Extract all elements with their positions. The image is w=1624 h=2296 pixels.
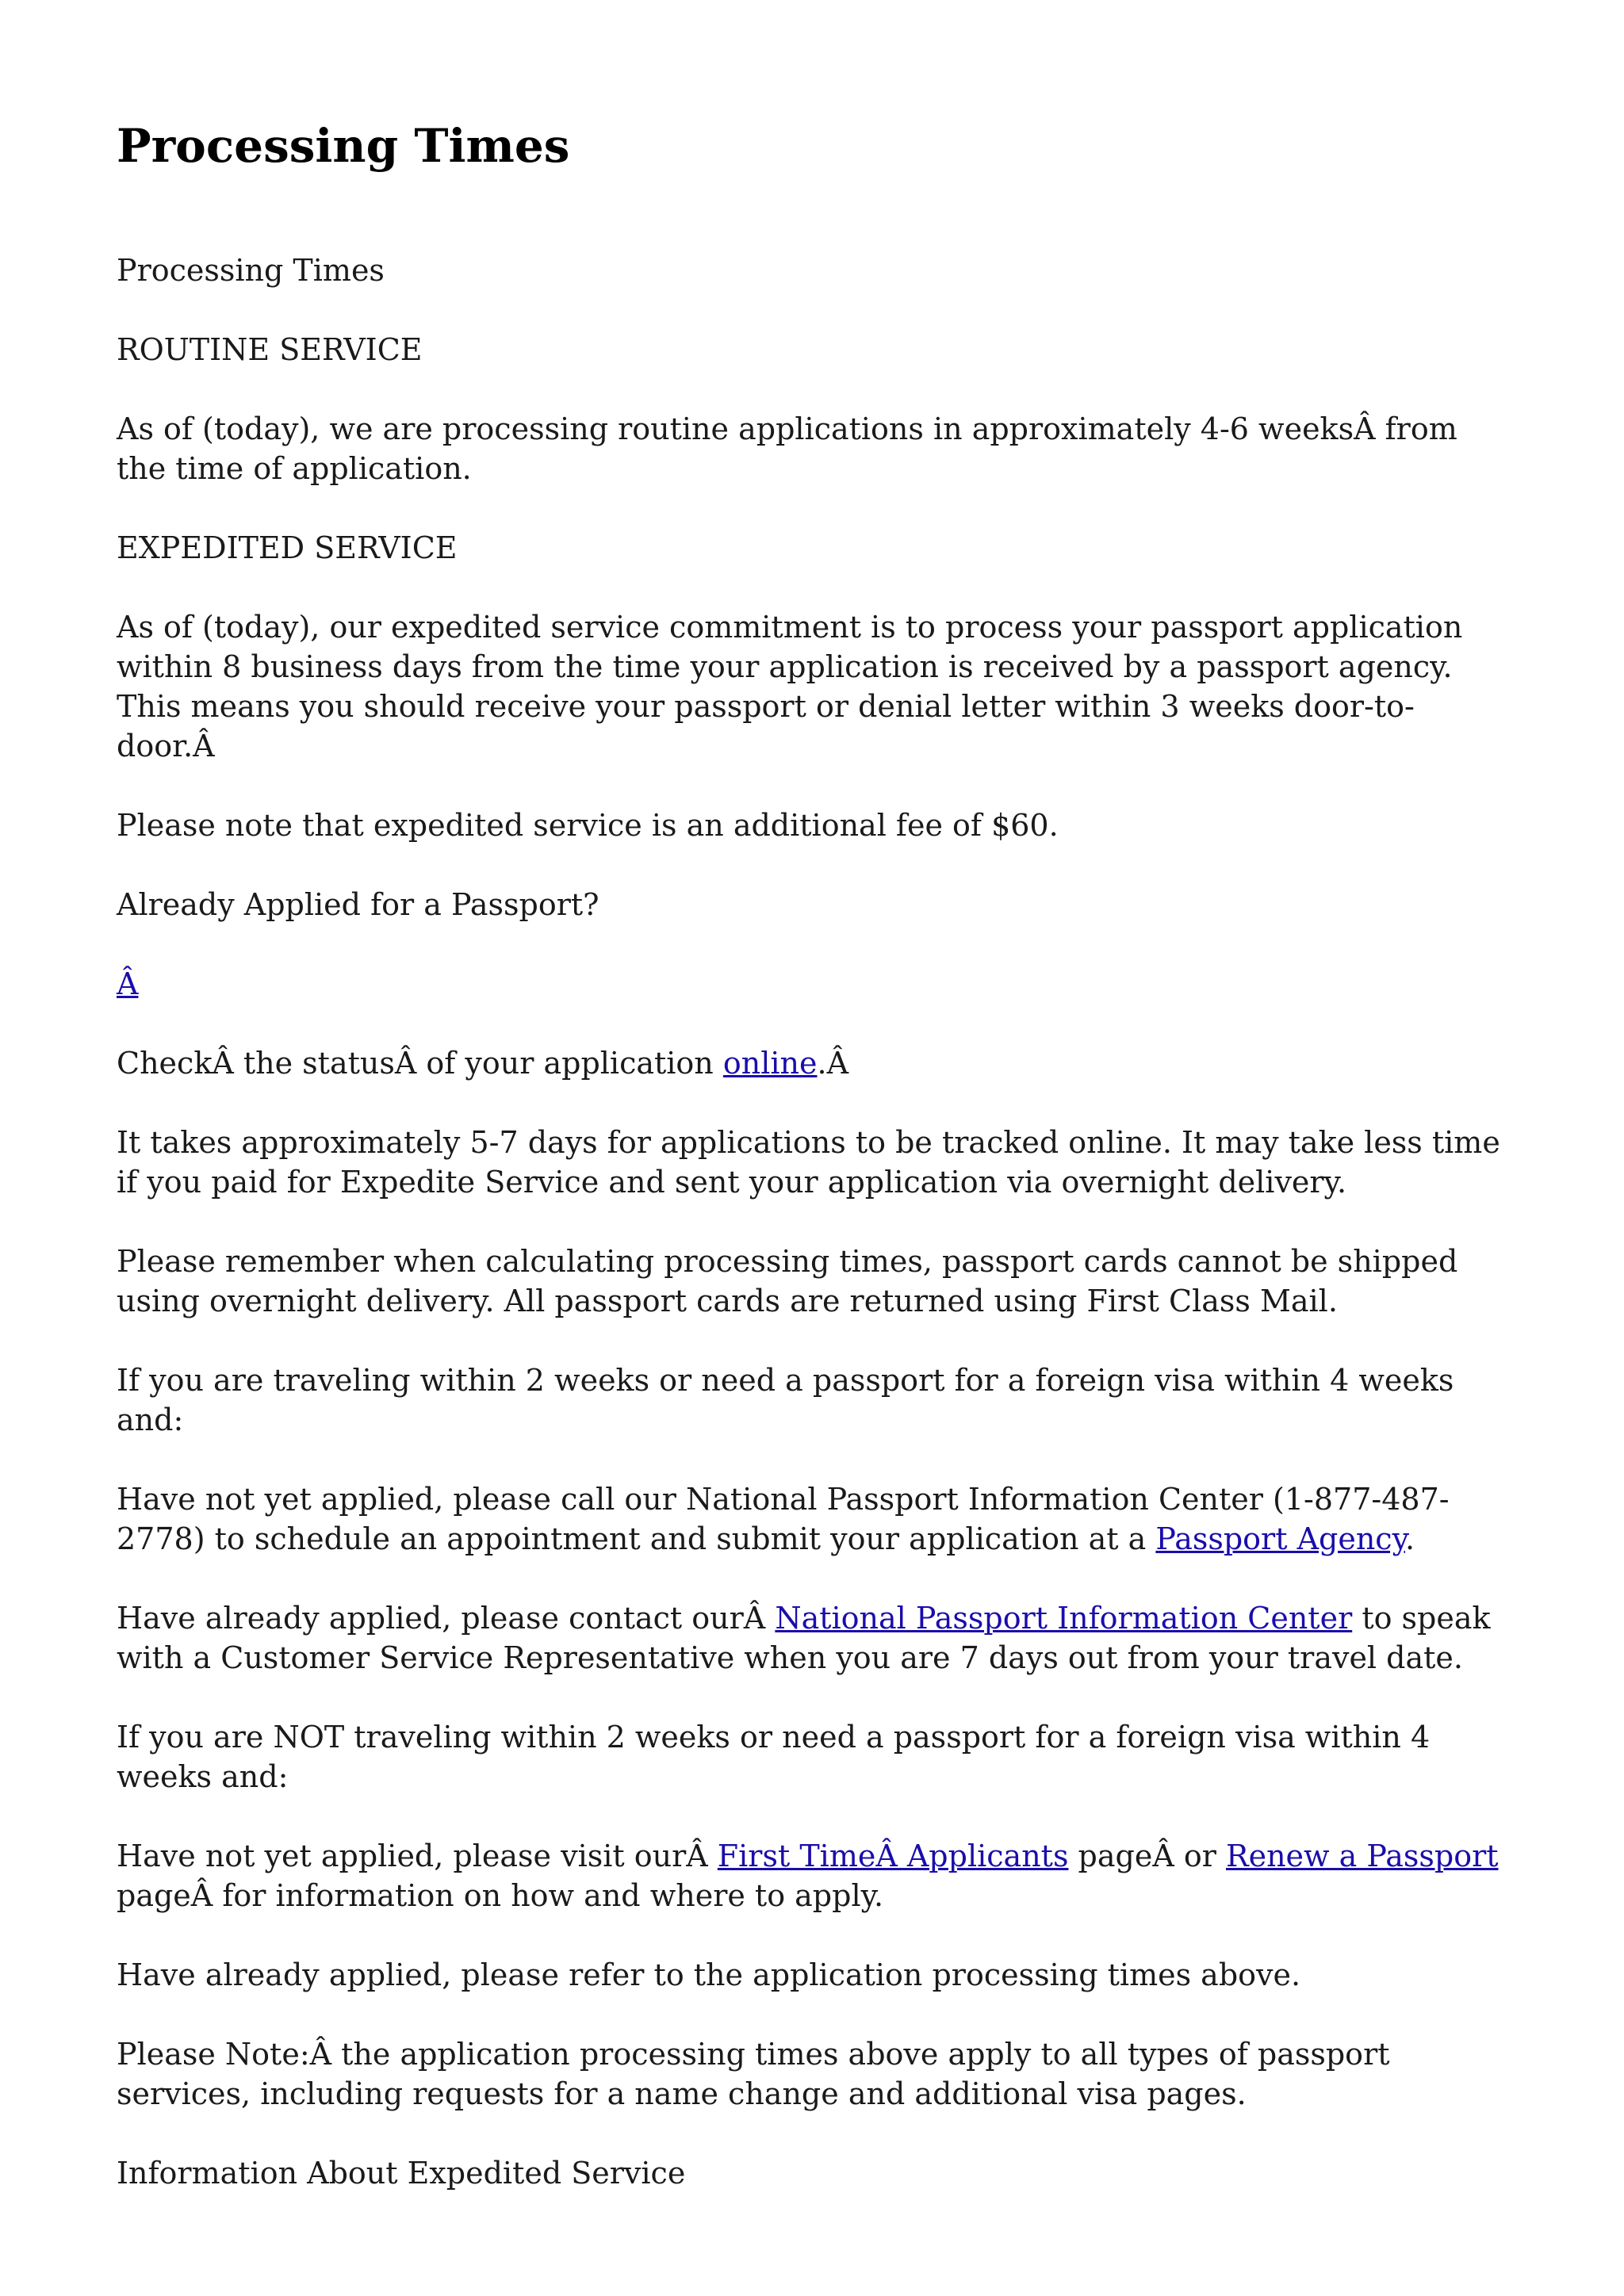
already-applied-later-text: Have already applied, please refer to the application processing times above.	[117, 1957, 1301, 1992]
page-title: Processing Times	[117, 119, 570, 173]
not-applied-later-before: Have not yet applied, please visit ourÂ	[117, 1838, 718, 1873]
not-applied-later-after: pageÂ for information on how and where to apply.	[117, 1877, 884, 1913]
empty-link[interactable]: Â	[117, 966, 139, 1001]
expedited-fee-text: Please note that expedited service is an additional fee of $60.	[117, 807, 1059, 843]
already-applied-heading: Already Applied for a Passport?	[117, 886, 599, 922]
empty-link-paragraph	[117, 964, 1512, 1004]
routine-service-text: As of (today), we are processing routine applications in approximately 4-6 weeksÂ from the time of application.	[117, 411, 1457, 486]
already-applied-soon-before: Have already applied, please contact ourÂ	[117, 1600, 776, 1636]
online-status-link[interactable]: online	[722, 1045, 818, 1081]
not-applied-later-middle: pageÂ or	[1068, 1838, 1226, 1873]
please-note-text: Please Note:Â the application processing times above apply to all types of passport services, including requests for a name change and additional visa pages.	[117, 2036, 1390, 2111]
not-applied-later-text	[117, 1836, 1512, 1915]
tracking-time-text: It takes approximately 5-7 days for applications to be tracked online. It may take less time if you paid for Expedite Service and sent your application via overnight delivery.	[117, 1124, 1500, 1200]
first-time-applicants-link[interactable]: First TimeÂ Applicants	[717, 1838, 1069, 1873]
npic-link[interactable]: National Passport Information Center	[775, 1600, 1353, 1636]
already-applied-soon-text	[117, 1598, 1512, 1678]
not-applied-soon-after: .	[1405, 1521, 1415, 1556]
not-applied-soon-before: Have not yet applied, please call our National Passport Information Center (1-877-487-2778) to schedule an appointment and submit your application at a	[117, 1481, 1450, 1556]
check-status-after: .Â	[817, 1045, 849, 1081]
not-traveling-soon-text: If you are NOT traveling within 2 weeks or need a passport for a foreign visa within 4 weeks and:	[117, 1719, 1431, 1794]
routine-service-heading: ROUTINE SERVICE	[117, 331, 423, 367]
renew-passport-link[interactable]: Renew a Passport	[1225, 1838, 1499, 1873]
already-applied-soon-after: to speak with a Customer Service Representative when you are 7 days out from your travel date.	[117, 1600, 1491, 1675]
not-applied-soon-text	[117, 1479, 1512, 1559]
document-page	[117, 119, 1512, 2233]
check-status-text	[117, 1043, 1512, 1083]
check-status-before: CheckÂ the statusÂ of your application	[117, 1045, 723, 1081]
subtitle-text: Processing Times	[117, 252, 385, 288]
passport-agency-link[interactable]: Passport Agency	[1155, 1521, 1405, 1556]
expedited-service-heading: EXPEDITED SERVICE	[117, 530, 458, 565]
expedited-info-heading: Information About Expedited Service	[117, 2155, 686, 2191]
traveling-soon-text: If you are traveling within 2 weeks or need a passport for a foreign visa within 4 weeks and:	[117, 1362, 1454, 1437]
expedited-service-text: As of (today), our expedited service commitment is to process your passport application within 8 business days from the time your application is received by a passport agency. This means you should receive your passport or denial letter within 3 weeks door-to-door.Â	[117, 609, 1463, 763]
passport-cards-text: Please remember when calculating processing times, passport cards cannot be shipped using overnight delivery. All passport cards are returned using First Class Mail.	[117, 1243, 1458, 1318]
